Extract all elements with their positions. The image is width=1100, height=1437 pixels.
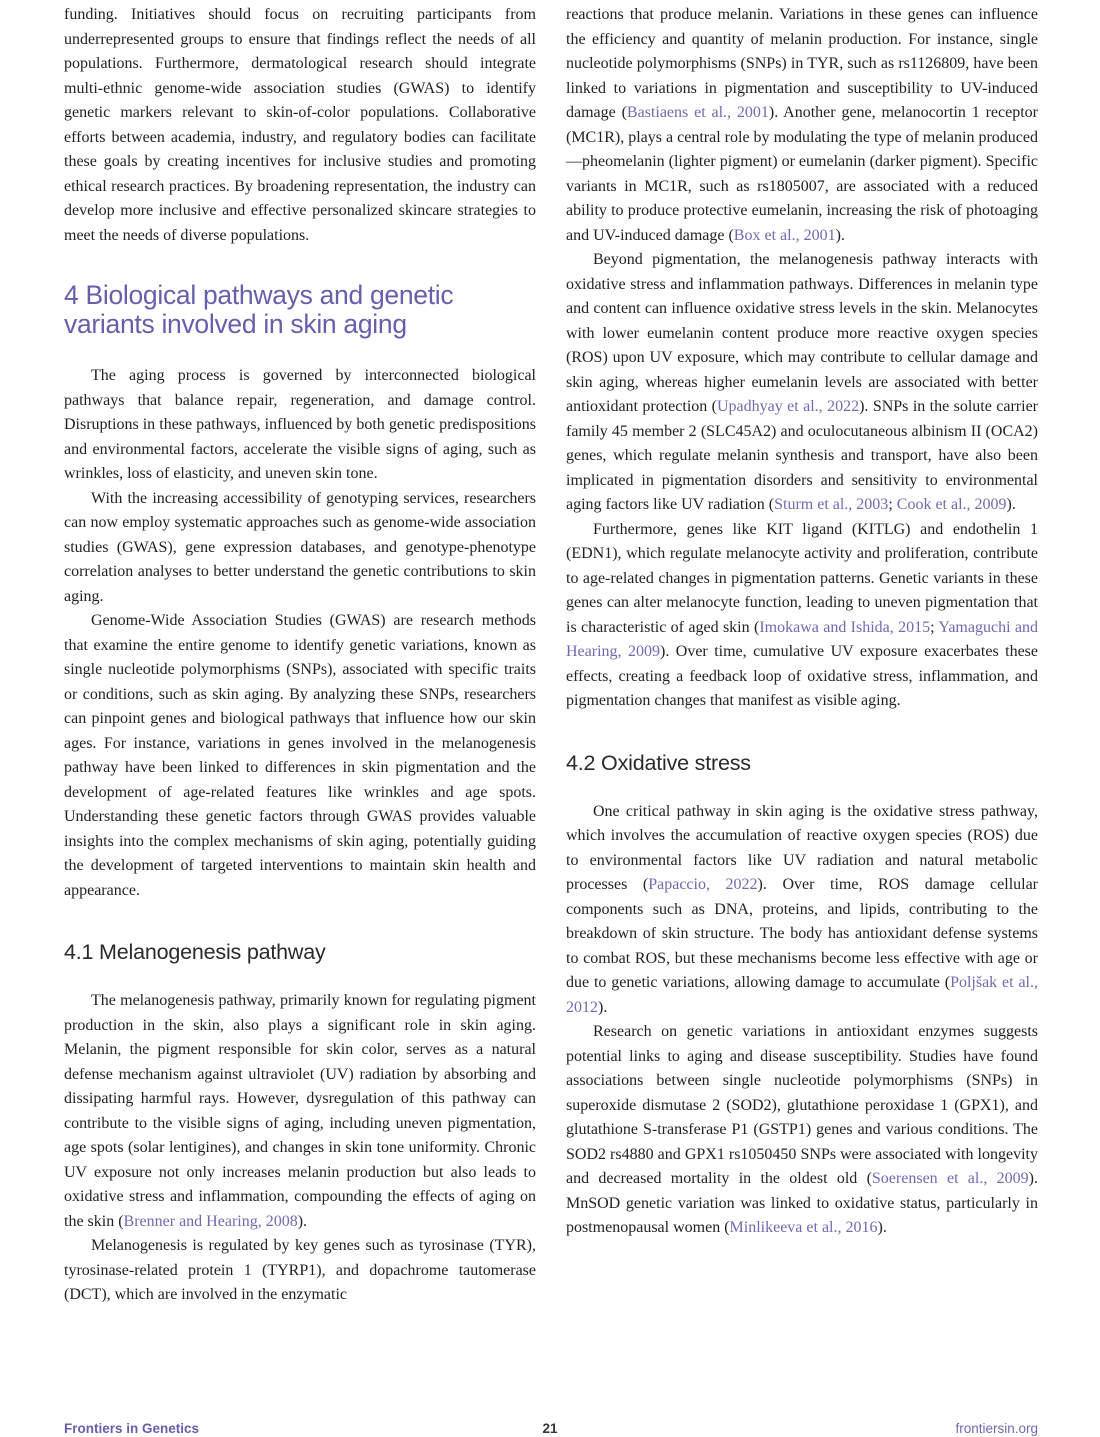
paragraph: funding. Initiatives should focus on recruiting participants from underrepresented groups to ensure that findings reflect the needs of all populations. Furthermore, dermatological research should integrate multi-ethnic genome-wide association studies (GWAS) to identify genetic markers relevant to skin-of-color populations. Collaborative efforts between academia, industry, and regulatory bodies can facilitate these goals by creating incentives for inclusive studies and promoting ethical research practices. By broadening representation, the industry can develop more inclusive and effective personalized skincare strategies to meet the needs of diverse populations. bbox=[64, 6, 536, 244]
citation-link[interactable]: Brenner and Hearing, 2008 bbox=[123, 1212, 298, 1230]
citation-link[interactable]: Imokawa and Ishida, 2015 bbox=[759, 618, 931, 636]
citation-link[interactable]: Poljšak et al., 2012 bbox=[566, 974, 1038, 1016]
citation-link[interactable]: Cook et al., 2009 bbox=[896, 496, 1007, 513]
paragraph: One critical pathway in skin aging is the oxidative stress pathway, which involves the accumulation of reactive oxygen species (ROS) due to environmental factors like UV radiation and natural metabolic processes (Papaccio, 2022). Over time, ROS damage cellular components such as DNA, proteins, and lipids, contributing to the breakdown of skin structure. The body has antioxidant defense systems to combat ROS, but these mechanisms become less effective with age or due to genetic variations, allowing damage to accumulate (Poljšak et al., 2012). bbox=[566, 802, 1039, 1016]
paragraph: With the increasing accessibility of genotyping services, researchers can now employ systematic approaches such as genome-wide association studies (GWAS), gene expression databases, and genotype-phenotype correlation analyses to better understand the genetic contributions to skin aging. bbox=[64, 489, 536, 605]
citation-link[interactable]: Soerensen et al., 2009 bbox=[871, 1170, 1029, 1187]
citation-link[interactable]: Minlikeeva et al., 2016 bbox=[729, 1219, 878, 1236]
citation-link[interactable]: Sturm et al., 2003 bbox=[774, 496, 889, 513]
right-column bbox=[566, 0, 1038, 1308]
two-column-text-area bbox=[64, 0, 1038, 1308]
paragraph: Research on genetic variations in antioxidant enzymes suggests potential links to aging and disease susceptibility. Studies have found associations between single nucleotide polymorphisms (SNPs) in superoxide dismutase 2 (SOD2), glutathione peroxidase 1 (GPX1), and glutathione S-transferase P1 (GSTP1) genes and various conditions. The SOD2 rs4880 and GPX1 rs1050450 SNPs were associated with longevity and decreased mortality in the oldest old (Soerensen et al., 2009). MnSOD genetic variation was linked to oxidative status, particularly in postmenopausal women (Minlikeeva et al., 2016). bbox=[566, 1023, 1038, 1236]
paragraph: Melanogenesis is regulated by key genes such as tyrosinase (TYR), tyrosinase-related protein 1 (TYRP1), and dopachrome tautomerase (DCT), which are involved in the enzymatic bbox=[64, 1237, 536, 1303]
subsection-heading-4-2: 4.2 Oxidative stress bbox=[566, 750, 751, 775]
citation-link[interactable]: Bastiaens et al., 2001 bbox=[626, 104, 769, 121]
citation-link[interactable]: Yamaguchi and Hearing, 2009 bbox=[566, 618, 1038, 660]
paragraph: Furthermore, genes like KIT ligand (KITLG) and endothelin 1 (EDN1), which regulate melanocyte activity and proliferation, contribute to age-related changes in pigmentation patterns. Genetic variants in these genes can alter melanocyte function, leading to uneven pigmentation that is characteristic of aged skin (Imokawa and Ishida, 2015; Yamaguchi and Hearing, 2009). Over time, cumulative UV exposure exacerbates these effects, creating a feedback loop of oxidative stress, inflammation, and pigmentation changes that manifest as visible aging. bbox=[566, 520, 1038, 709]
paragraph: Genome-Wide Association Studies (GWAS) are research methods that examine the entire genome to identify genetic variations, known as single nucleotide polymorphisms (SNPs), associated with specific traits or conditions, such as skin aging. By analyzing these SNPs, researchers can pinpoint genes and biological pathways that influence how our skin ages. For instance, variations in genes involved in the melanogenesis pathway have been linked to differences in skin pigmentation and the development of age-related features like wrinkles and age spots. Understanding these genetic factors through GWAS provides valuable insights into the complex mechanisms of skin aging, potentially guiding the development of targeted interventions to maintain skin health and appearance. bbox=[64, 612, 536, 899]
citation-link[interactable]: Upadhyay et al., 2022 bbox=[717, 398, 860, 415]
section-heading-4: 4 Biological pathways and genetic variants involved in skin aging bbox=[64, 280, 454, 339]
paragraph: The aging process is governed by interconnected biological pathways that balance repair, regeneration, and damage control. Disruptions in these pathways, influenced by both genetic predispositions and environmental factors, accelerate the visible signs of aging, such as wrinkles, loss of elasticity, and uneven skin tone. bbox=[64, 367, 536, 482]
left-column bbox=[64, 0, 536, 1308]
subsection-heading-4-1: 4.1 Melanogenesis pathway bbox=[64, 940, 326, 964]
footer-journal-name[interactable]: Frontiers in Genetics bbox=[64, 1421, 200, 1436]
paragraph: reactions that produce melanin. Variations in these genes can influence the efficiency and quantity of melanin production. For instance, single nucleotide polymorphisms (SNPs) in TYR, such as rs1126809, have been linked to variations in pigmentation and susceptibility to UV-induced damage (Bastiaens et al., 2001). Another gene, melanocortin 1 receptor (MC1R), plays a central role by modulating the type of melanin produced—pheomelanin (lighter pigment) or eumelanin (darker pigment). Specific variants in MC1R, such as rs1805007, are associated with a reduced ability to produce protective eumelanin, increasing the risk of photoaging and UV-induced damage (Box et al., 2001). bbox=[566, 6, 1038, 244]
page-footer: Frontiers in Genetics 21 frontiersin.org bbox=[64, 1421, 1038, 1436]
citation-link[interactable]: Papaccio, 2022 bbox=[648, 876, 758, 893]
citation-link[interactable]: Box et al., 2001 bbox=[733, 226, 836, 244]
paragraph: Beyond pigmentation, the melanogenesis pathway interacts with oxidative stress and inflammation pathways. Differences in melanin type and content can influence oxidative stress levels in the skin. Melanocytes with lower eumelanin content produce more reactive oxygen species (ROS) upon UV exposure, which may contribute to cellular damage and skin aging, whereas higher eumelanin levels are associated with better antioxidant protection (Upadhyay et al., 2022). SNPs in the solute carrier family 45 member 2 (SLC45A2) and oculocutaneous albinism II (OCA2) genes, which regulate melanin synthesis and transport, have also been implicated in pigmentation disorders and sensitivity to environmental aging factors like UV radiation (Sturm et al., 2003; Cook et al., 2009). bbox=[566, 251, 1038, 513]
paragraph: The melanogenesis pathway, primarily known for regulating pigment production in the skin, also plays a significant role in skin aging. Melanin, the pigment responsible for skin color, serves as a natural defense mechanism against ultraviolet (UV) radiation by absorbing and dissipating harmful rays. However, dysregulation of this pathway can contribute to the visible signs of aging, including uneven pigmentation, age spots (solar lentigines), and changes in skin tone uniformity. Chronic UV exposure not only increases melanin production but also leads to oxidative stress and inflammation, compounding the effects of aging on the skin (Brenner and Hearing, 2008). bbox=[64, 992, 536, 1230]
footer-site-link[interactable]: frontiersin.org bbox=[955, 1421, 1038, 1436]
